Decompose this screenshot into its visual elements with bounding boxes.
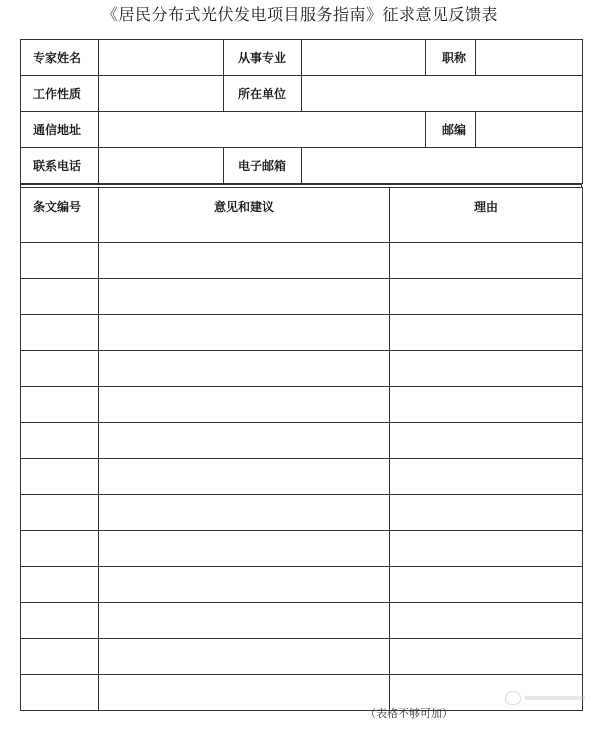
postcode-label: 邮编 bbox=[426, 112, 476, 148]
specialty-label: 从事专业 bbox=[224, 40, 302, 76]
table-footnote: （表格不够可加） bbox=[365, 707, 453, 720]
reason-cell[interactable] bbox=[390, 279, 583, 315]
opinion-row bbox=[21, 243, 583, 279]
specialty-field[interactable] bbox=[302, 40, 426, 76]
reason-header: 理由 bbox=[390, 188, 583, 243]
opinion-row bbox=[21, 639, 583, 675]
clause-number-cell[interactable] bbox=[21, 639, 99, 675]
opinion-cell[interactable] bbox=[99, 459, 390, 495]
reason-cell[interactable] bbox=[390, 243, 583, 279]
reason-cell[interactable] bbox=[390, 495, 583, 531]
opinion-cell[interactable] bbox=[99, 423, 390, 459]
opinion-cell[interactable] bbox=[99, 567, 390, 603]
opinions-table bbox=[20, 187, 583, 711]
watermark-logo-icon bbox=[505, 691, 521, 705]
clause-number-cell[interactable] bbox=[21, 567, 99, 603]
opinion-row bbox=[21, 567, 583, 603]
info-row-3 bbox=[21, 112, 583, 148]
clause-number-cell[interactable] bbox=[21, 351, 99, 387]
opinion-row bbox=[21, 495, 583, 531]
info-row-4 bbox=[21, 148, 583, 184]
email-field[interactable] bbox=[302, 148, 583, 184]
clause-number-header: 条文编号 bbox=[21, 188, 99, 243]
opinion-row bbox=[21, 459, 583, 495]
reason-cell[interactable] bbox=[390, 351, 583, 387]
opinions-body bbox=[21, 243, 583, 711]
opinion-cell[interactable] bbox=[99, 315, 390, 351]
employer-label: 所在单位 bbox=[224, 76, 302, 112]
clause-number-cell[interactable] bbox=[21, 279, 99, 315]
watermark bbox=[505, 690, 585, 706]
reason-cell[interactable] bbox=[390, 423, 583, 459]
opinion-row bbox=[21, 387, 583, 423]
clause-number-cell[interactable] bbox=[21, 423, 99, 459]
opinion-row bbox=[21, 279, 583, 315]
opinion-cell[interactable] bbox=[99, 603, 390, 639]
opinion-cell[interactable] bbox=[99, 531, 390, 567]
postcode-field[interactable] bbox=[476, 112, 583, 148]
opinion-header: 意见和建议 bbox=[99, 188, 390, 243]
phone-label: 联系电话 bbox=[21, 148, 99, 184]
reason-cell[interactable] bbox=[390, 603, 583, 639]
phone-field[interactable] bbox=[99, 148, 224, 184]
work-nature-label: 工作性质 bbox=[21, 76, 99, 112]
opinion-cell[interactable] bbox=[99, 675, 390, 711]
address-label: 通信地址 bbox=[21, 112, 99, 148]
expert-name-field[interactable] bbox=[99, 40, 224, 76]
work-nature-field[interactable] bbox=[99, 76, 224, 112]
clause-number-cell[interactable] bbox=[21, 603, 99, 639]
reason-cell[interactable] bbox=[390, 459, 583, 495]
clause-number-cell[interactable] bbox=[21, 531, 99, 567]
clause-number-cell[interactable] bbox=[21, 495, 99, 531]
opinion-cell[interactable] bbox=[99, 495, 390, 531]
clause-number-cell[interactable] bbox=[21, 675, 99, 711]
job-title-label: 职称 bbox=[426, 40, 476, 76]
clause-number-cell[interactable] bbox=[21, 387, 99, 423]
opinion-cell[interactable] bbox=[99, 639, 390, 675]
expert-name-label: 专家姓名 bbox=[21, 40, 99, 76]
expert-info-table bbox=[20, 39, 583, 184]
opinions-header-row bbox=[21, 188, 583, 243]
clause-number-cell[interactable] bbox=[21, 315, 99, 351]
address-field[interactable] bbox=[99, 112, 426, 148]
employer-field[interactable] bbox=[302, 76, 583, 112]
job-title-field[interactable] bbox=[476, 40, 583, 76]
opinion-row bbox=[21, 351, 583, 387]
page-title: 《居民分布式光伏发电项目服务指南》征求意见反馈表 bbox=[101, 5, 498, 24]
opinion-row bbox=[21, 423, 583, 459]
opinion-cell[interactable] bbox=[99, 387, 390, 423]
reason-cell[interactable] bbox=[390, 639, 583, 675]
opinion-row bbox=[21, 315, 583, 351]
clause-number-cell[interactable] bbox=[21, 459, 99, 495]
info-row-2 bbox=[21, 76, 583, 112]
opinion-cell[interactable] bbox=[99, 351, 390, 387]
reason-cell[interactable] bbox=[390, 315, 583, 351]
opinion-row bbox=[21, 675, 583, 711]
opinion-row bbox=[21, 531, 583, 567]
opinion-cell[interactable] bbox=[99, 243, 390, 279]
reason-cell[interactable] bbox=[390, 531, 583, 567]
watermark-bar bbox=[525, 696, 585, 700]
email-label: 电子邮箱 bbox=[224, 148, 302, 184]
reason-cell[interactable] bbox=[390, 567, 583, 603]
info-row-1 bbox=[21, 40, 583, 76]
reason-cell[interactable] bbox=[390, 387, 583, 423]
clause-number-cell[interactable] bbox=[21, 243, 99, 279]
opinion-row bbox=[21, 603, 583, 639]
feedback-form bbox=[20, 39, 582, 702]
opinion-cell[interactable] bbox=[99, 279, 390, 315]
